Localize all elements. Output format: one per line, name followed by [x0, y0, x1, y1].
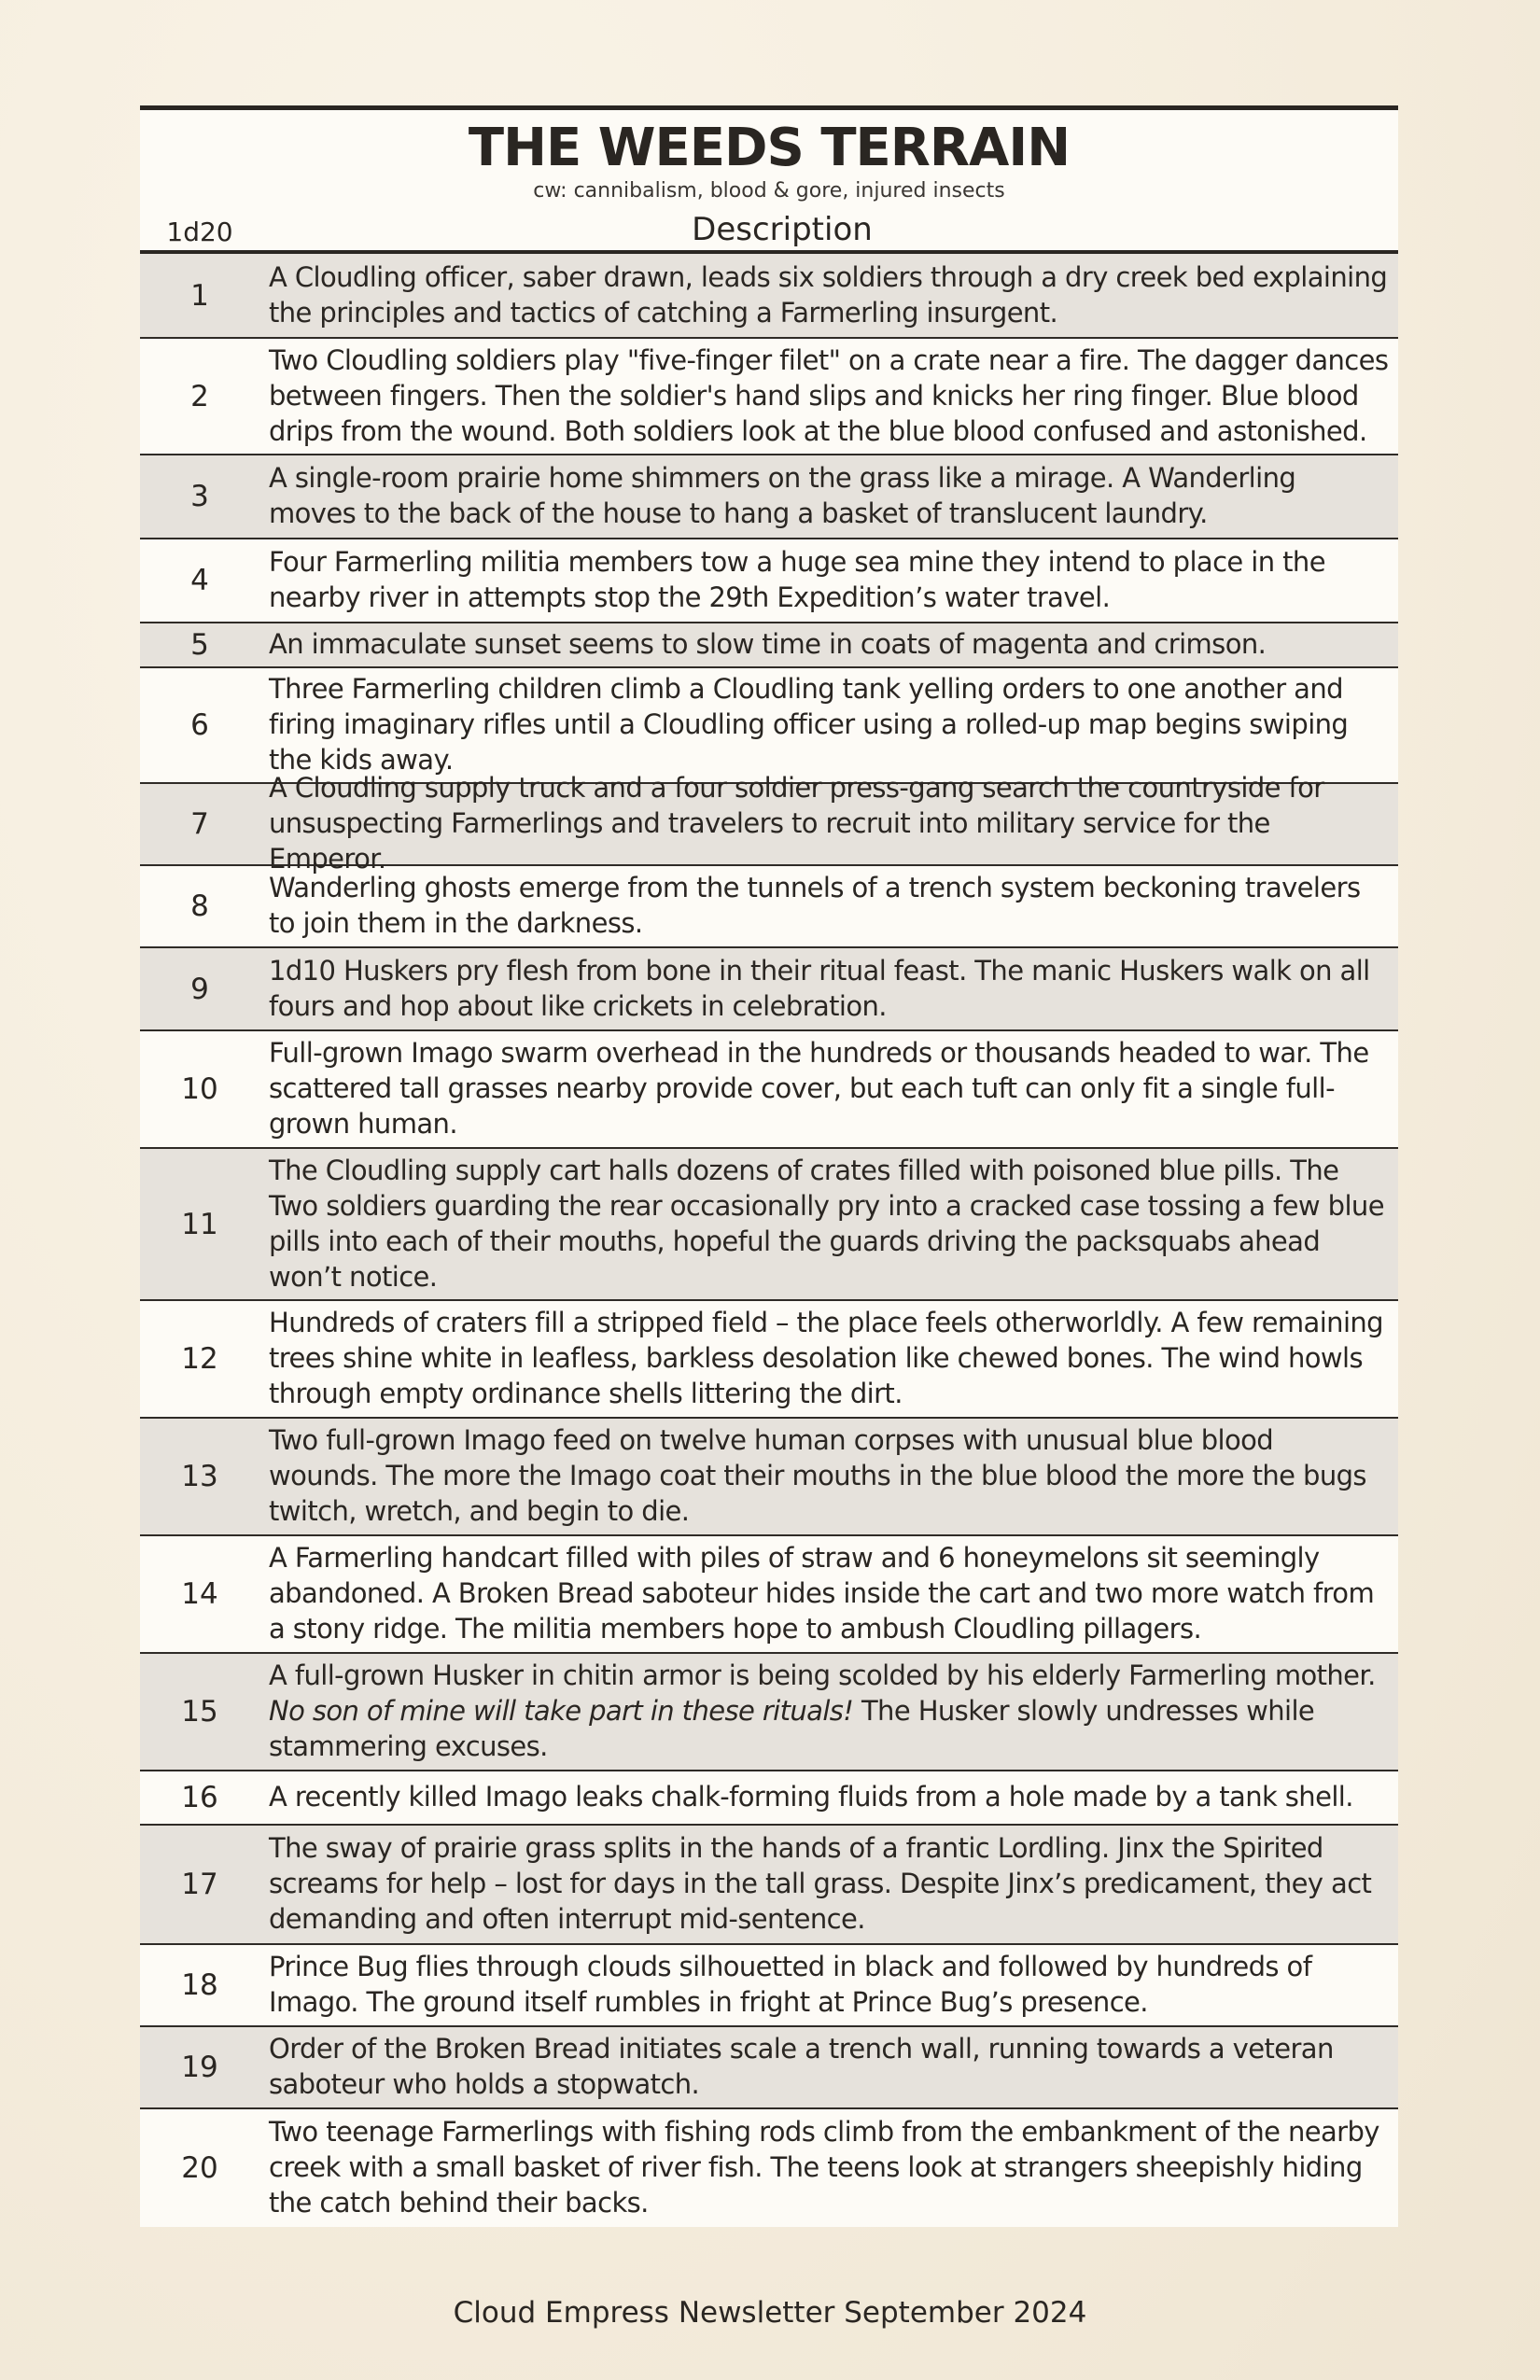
- row-description: Hundreds of craters fill a stripped field – the place feels otherworldly. A few remaining trees shine white in leafless, barkless desolation like chewed bones. The wind howls through empty ordinance shells littering the dirt.: [269, 1307, 1383, 1409]
- roll-number: 17: [181, 1868, 218, 1901]
- roll-number: 13: [181, 1460, 218, 1493]
- roll-number: 3: [190, 480, 209, 513]
- row-description: Four Farmerling militia members tow a huge sea mine they intend to place in the nearby river in attempts stop the 29th Expedition’s water travel.: [269, 546, 1325, 613]
- row-description: Prince Bug flies through clouds silhouetted in black and followed by hundreds of Imago. The ground itself rumbles in fright at Prince Bug’s presence.: [269, 1951, 1312, 2018]
- table-row: [140, 623, 1398, 668]
- table-row: [140, 1536, 1398, 1654]
- table-row: [140, 254, 1398, 339]
- table-row: [140, 1654, 1398, 1771]
- table-row: [140, 1771, 1398, 1826]
- table-row: [140, 866, 1398, 948]
- table-row: [140, 339, 1398, 455]
- page-footer: Cloud Empress Newsletter September 2024: [453, 2296, 1087, 2330]
- roll-number: 10: [181, 1072, 218, 1106]
- row-description: A Cloudling officer, saber drawn, leads six soldiers through a dry creek bed explaining the principles and tactics of catching a Farmerling insurgent.: [269, 260, 1388, 329]
- row-description: [259, 1656, 1398, 1768]
- row-description: Two teenage Farmerlings with fishing rods climb from the embankment of the nearby creek with a small basket of river fish. The teens look at strangers sheepishly hiding the catch behind their backs.: [269, 2116, 1379, 2219]
- roll-number: 14: [181, 1577, 218, 1611]
- table-row: [140, 2109, 1398, 2227]
- roll-number: 4: [190, 564, 209, 597]
- table-row: [140, 772, 1398, 875]
- roll-number: 7: [190, 807, 209, 841]
- roll-number: 15: [181, 1695, 218, 1729]
- table-row: [140, 1301, 1398, 1419]
- roll-number: 6: [190, 708, 209, 742]
- table-row: [140, 539, 1398, 623]
- roll-number: 1: [190, 278, 209, 313]
- top-rule: [140, 105, 1398, 110]
- roll-number: 11: [181, 1207, 218, 1241]
- table-row: [140, 668, 1398, 784]
- roll-number: 19: [181, 2051, 218, 2084]
- roll-number: 2: [190, 379, 209, 413]
- row-description: Full-grown Imago swarm overhead in the hundreds or thousands headed to war. The scattered tall grasses nearby provide cover, but each tuft can only fit a single full-grown human.: [269, 1037, 1369, 1140]
- row-description: 1d10 Huskers pry flesh from bone in their ritual feast. The manic Huskers walk on all fours and hop about like crickets in celebration.: [269, 954, 1370, 1022]
- table-row: [140, 1945, 1398, 2027]
- roll-number: 12: [181, 1342, 218, 1376]
- row-description: A Farmerling handcart filled with piles of straw and 6 honeymelons sit seemingly abandoned. A Broken Bread saboteur hides inside the cart and two more watch from a stony ridge. The militia members hope to ambush Cloudling pillagers.: [269, 1542, 1375, 1645]
- table-header: [140, 203, 1398, 248]
- table-row: [140, 1419, 1398, 1536]
- row-description: Three Farmerling children climb a Cloudling tank yelling orders to one another and firing imaginary rifles until a Cloudling officer using a rolled-up map begins swiping the kids away.: [269, 673, 1349, 776]
- roll-number: 8: [190, 889, 209, 923]
- quoted-speech: No son of mine will take part in these rituals!: [269, 1695, 854, 1727]
- row-description: Two Cloudling soldiers play "five-finger filet" on a crate near a fire. The dagger dances between fingers. Then the soldier's hand slips and knicks her ring finger. Blue blood drips from the wound. Both soldiers look at the blue blood confused and astonished.: [269, 343, 1389, 447]
- content-warning: cw: cannibalism, blood & gore, injured insects: [533, 179, 1005, 203]
- roll-column-header: 1d20: [166, 217, 233, 247]
- table-row: [140, 455, 1398, 539]
- table-row: [140, 1826, 1398, 1945]
- row-description: A Cloudling supply truck and a four soldier press-gang search the countryside for unsuspecting Farmerlings and travelers to recruit into military service for the Emperor.: [269, 772, 1324, 875]
- roll-number: 18: [181, 1968, 218, 2002]
- row-description: The sway of prairie grass splits in the hands of a frantic Lordling. Jinx the Spirited screams for help – lost for days in the tall grass. Despite Jinx’s predicament, they act demanding and often interrupt mid-sentence.: [269, 1832, 1372, 1935]
- row-description: Two full-grown Imago feed on twelve human corpses with unusual blue blood wounds. The more the Imago coat their mouths in the blue blood the more the bugs twitch, wretch, and begin to die.: [269, 1424, 1366, 1527]
- row-description: A single-room prairie home shimmers on the grass like a mirage. A Wanderling moves to the back of the house to hang a basket of translucent laundry.: [269, 462, 1296, 529]
- row-description-part: A full-grown Husker in chitin armor is being scolded by his elderly Farmerling mother.: [269, 1659, 1376, 1691]
- table-row: [140, 948, 1398, 1031]
- row-description: An immaculate sunset seems to slow time in coats of magenta and crimson.: [269, 628, 1267, 660]
- roll-number: 20: [181, 2151, 218, 2185]
- roll-number: 16: [181, 1781, 218, 1814]
- row-description: A recently killed Imago leaks chalk-forming fluids from a hole made by a tank shell.: [269, 1781, 1353, 1813]
- page-title: THE WEEDS TERRAIN: [468, 118, 1071, 178]
- row-description: The Cloudling supply cart halls dozens of crates filled with poisoned blue pills. The Two soldiers guarding the rear occasionally pry into a cracked case tossing a few blue pills into each of their mouths, hopeful the guards driving the packsquabs ahead won’t notice.: [269, 1154, 1384, 1293]
- row-description-part: The Husker slowly undresses while stammering excuses.: [269, 1695, 1315, 1762]
- roll-number: 9: [190, 972, 209, 1006]
- description-column-header: Description: [692, 211, 873, 248]
- roll-number: 5: [190, 628, 209, 662]
- table-row: [140, 1031, 1398, 1149]
- row-description: Order of the Broken Bread initiates scale a trench wall, running towards a veteran saboteur who holds a stopwatch.: [269, 2033, 1334, 2100]
- row-description: Wanderling ghosts emerge from the tunnels of a trench system beckoning travelers to join them in the darkness.: [269, 872, 1361, 939]
- table-row: [140, 2027, 1398, 2109]
- terrain-table-sheet: [140, 105, 1398, 2227]
- table-row: [140, 1149, 1398, 1301]
